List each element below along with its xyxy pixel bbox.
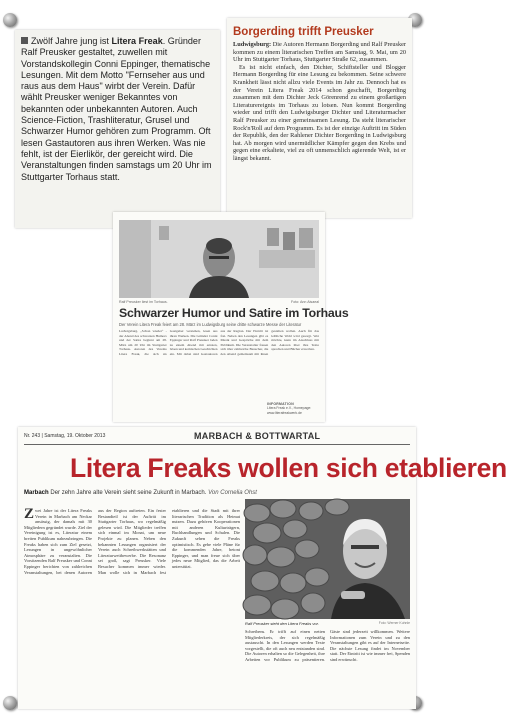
article-title: Borgerding trifft Preusker: [233, 26, 374, 38]
photo-preusker-reading: [119, 220, 319, 298]
thumbtack-icon: [3, 13, 17, 27]
thumbtack-icon: [3, 696, 17, 710]
newspaper-header: Nr. 243 | Samstag, 19. Oktober 2013 MARBACH & BOTTWARTAL: [24, 431, 321, 441]
article-body: Zwei Jahre ist der Litera Freaks Verein in Marbach am Neckar ansässig, der damals mit 30 Mitgliedern gegründet wurde. Ziel der Vereinigung ist es, Literatur einem breiten Publikum nahezubringen. Die Freaks haben sich zum Ziel gesetzt, Lesungen in ungewöhnlicher Atmosphäre zu veranstalten. Die Vorsitzenden Ralf Preusker und Conni Eppinger berichten von zahlreichen Veranstaltungen, bei denen Autoren aus der Region auftreten. Ein fester Bestandteil ist der Auftritt im Stuttgarter Torhaus, wo regelmäßig gelesen wird. Die Mitglieder treffen sich einmal im Monat, um neue Projekte zu planen. Neben den bekannten Lesungen organisiert der Verein auch Schreibwerkstätten und Literaturwettbewerbe. Die Resonanz sei groß, sagt Preusker. Viele Besucher kommen immer wieder. Man wolle sich in Marbach fest etablieren und die Stadt mit ihrer literarischen Tradition als Heimat nutzen. Dazu gehören Kooperationen mit anderen Kulturträgern, Buchhandlungen und Schulen. Die Zukunft sehen die Freaks optimistisch. Es gebe viele Pläne für die kommenden Jahre, betont Eppinger, und man freue sich über jedes neue Mitglied, das die Arbeit unterstützt.: [24, 506, 240, 575]
reading-photo: [119, 220, 319, 298]
photo-preusker-portrait: [245, 499, 410, 619]
photo-caption: Ralf Preusker liest im Torhaus. Foto: Ann Aisaeal: [119, 300, 319, 304]
article-headline: Litera Freaks wollen sich etablieren: [70, 453, 507, 483]
portrait-photo: [245, 499, 410, 619]
article-body-continued: Schreibens. Er trifft auf einen netten Mitgliederkreis, der sich regelmäßig austauscht. In den Lesungen werden Texte vorgestellt, die oft auch neu entstanden sind. Die Autoren erhalten so die Gelegenheit, ihre Arbeiten vor Publikum zu präsentieren. Gäste sind jederzeit willkommen. Weitere Informationen zum Verein und zu den Veranstaltungen gibt es auf der Internetseite. Die nächste Lesung findet im November statt. Der Eintritt ist wie immer frei, Spenden sind erwünscht.: [245, 629, 410, 662]
photo-caption: Ralf Preusker steht den Litera Freaks vor. Foto: Werner Kuhnle: [245, 621, 410, 626]
article-paragraph: Ludwigsburg: Die Autoren Hermann Borgerding und Ralf Preusker kommen zu einem literarischen Treffen am Samstag, 9. Mai, um 20 Uhr im Stuttgarter Torhaus, Stuttgarter Straße 62, zusammen.: [233, 41, 406, 64]
article-subtitle: Der Verein Litera Freak feiert am 28. März im Ludwigsburg seine dritte schwarze Messe der Literatur: [119, 322, 302, 327]
header-rule: [24, 444, 410, 445]
article-subheadline: Marbach Der zehn Jahre alte Verein sieht seine Zukunft in Marbach. Von Cornelia Ohst: [24, 490, 257, 496]
clipping-litera-freak-intro: [15, 30, 220, 228]
square-bullet-icon: [21, 37, 28, 44]
section-title: MARBACH & BOTTWARTAL: [194, 431, 321, 441]
clipping-litera-freaks-etablieren: [18, 427, 507, 709]
litera-freak-name: Litera Freak: [111, 36, 163, 46]
intro-text: Zwölf Jahre jung ist Litera Freak. Gründer Ralf Preusker gestaltet, zuwellen mit Vorstandskollegin Conni Eppinger, thematische Lesungen. Mit dem Motto "Fernseher aus und raus aus dem Haus" wirbt der Verein. Dafür wählt Preusker weniger Bekanntes von bekannten oder unbekannten Autoren. Auch Science-Fiction, Trashliteratur, Grusel und Schwarzer Humor gehören zum Programm. Oft lesen Gastautoren aus ihren Werken. Was nie fehlt, ist der Eierlikör, der gereicht wird. Die Veranstaltungen finden samstags um 20 Uhr im Stuttgarter Torhaus statt.: [21, 36, 212, 182]
article-paragraph: Es ist nicht einfach, den Dichter, Schiftsteller und Blogger Hermann Borgerding für eine Lesung zu bekommen. Seine schwere Krankheit lässt nicht allzu viele Events im Jahr zu. Dennoch hat es der Verein Litera Freak 2014 schon geschafft, Borgerding zusammen mit dem Dichter Jeck Görenrend zu einem großartigen Literaturereignis im Torhaus zu lotsen. Nun kommt Borgerding wieder und trifft den Ludwigsburger Dichter und Literaturmacher Ralf Preusker zu einer gemeinsamen Lesung. Da steht literarischer Rock'n'Roll auf dem Programm. Es ist der einzige Auftritt im Süden der Republik, den der Rahlener Dichter Borgerding in Ludwigsburg hat. Ab morgen wird unermüdlicher Kämpfer gegen den Krebs und gegen eine erkaltete, viel zu oft unmenschlich agierende Welt, ist er längst bekannt.: [233, 63, 406, 162]
article-body: Ludwigsburg. „Schon wieder“ - der Abend des schwarzen Humors und der Satire beginnt am 28. März um 20 Uhr im Stuttgarter Torhaus. Autoren des Vereins Litera Freak, die sich als Gastgeber verstehen, lesen aus ihren Werken. Die Gründer Conni Eppinger und Ralf Preusker laden zu einem Abend mit ernsten, bösen und komischen Geschichten ein. Mit dabei sind Gastautoren aus der Region. Der Eintritt ist frei. Neben den Lesungen gibt es Musik und Gespräche mit dem Publikum. Die Veranstalter freuen sich über zahlreiche Besucher, die den Abend gemeinsam mit ihnen gestalten wollen. Auch für das leibliche Wohl wird gesorgt. Wer möchte, kann im Anschluss mit den Autoren über ihre Texte sprechen und Bücher erwerben.: [119, 329, 319, 356]
clipping-schwarzer-humor: [113, 212, 349, 422]
article-title: Schwarzer Humor und Satire im Torhaus: [119, 306, 349, 320]
info-box: INFORMATION Litera Freak e.V., Homepage: www.literafreakwerk.de: [267, 402, 312, 415]
clipping-borgerding-preusker: [227, 18, 412, 218]
